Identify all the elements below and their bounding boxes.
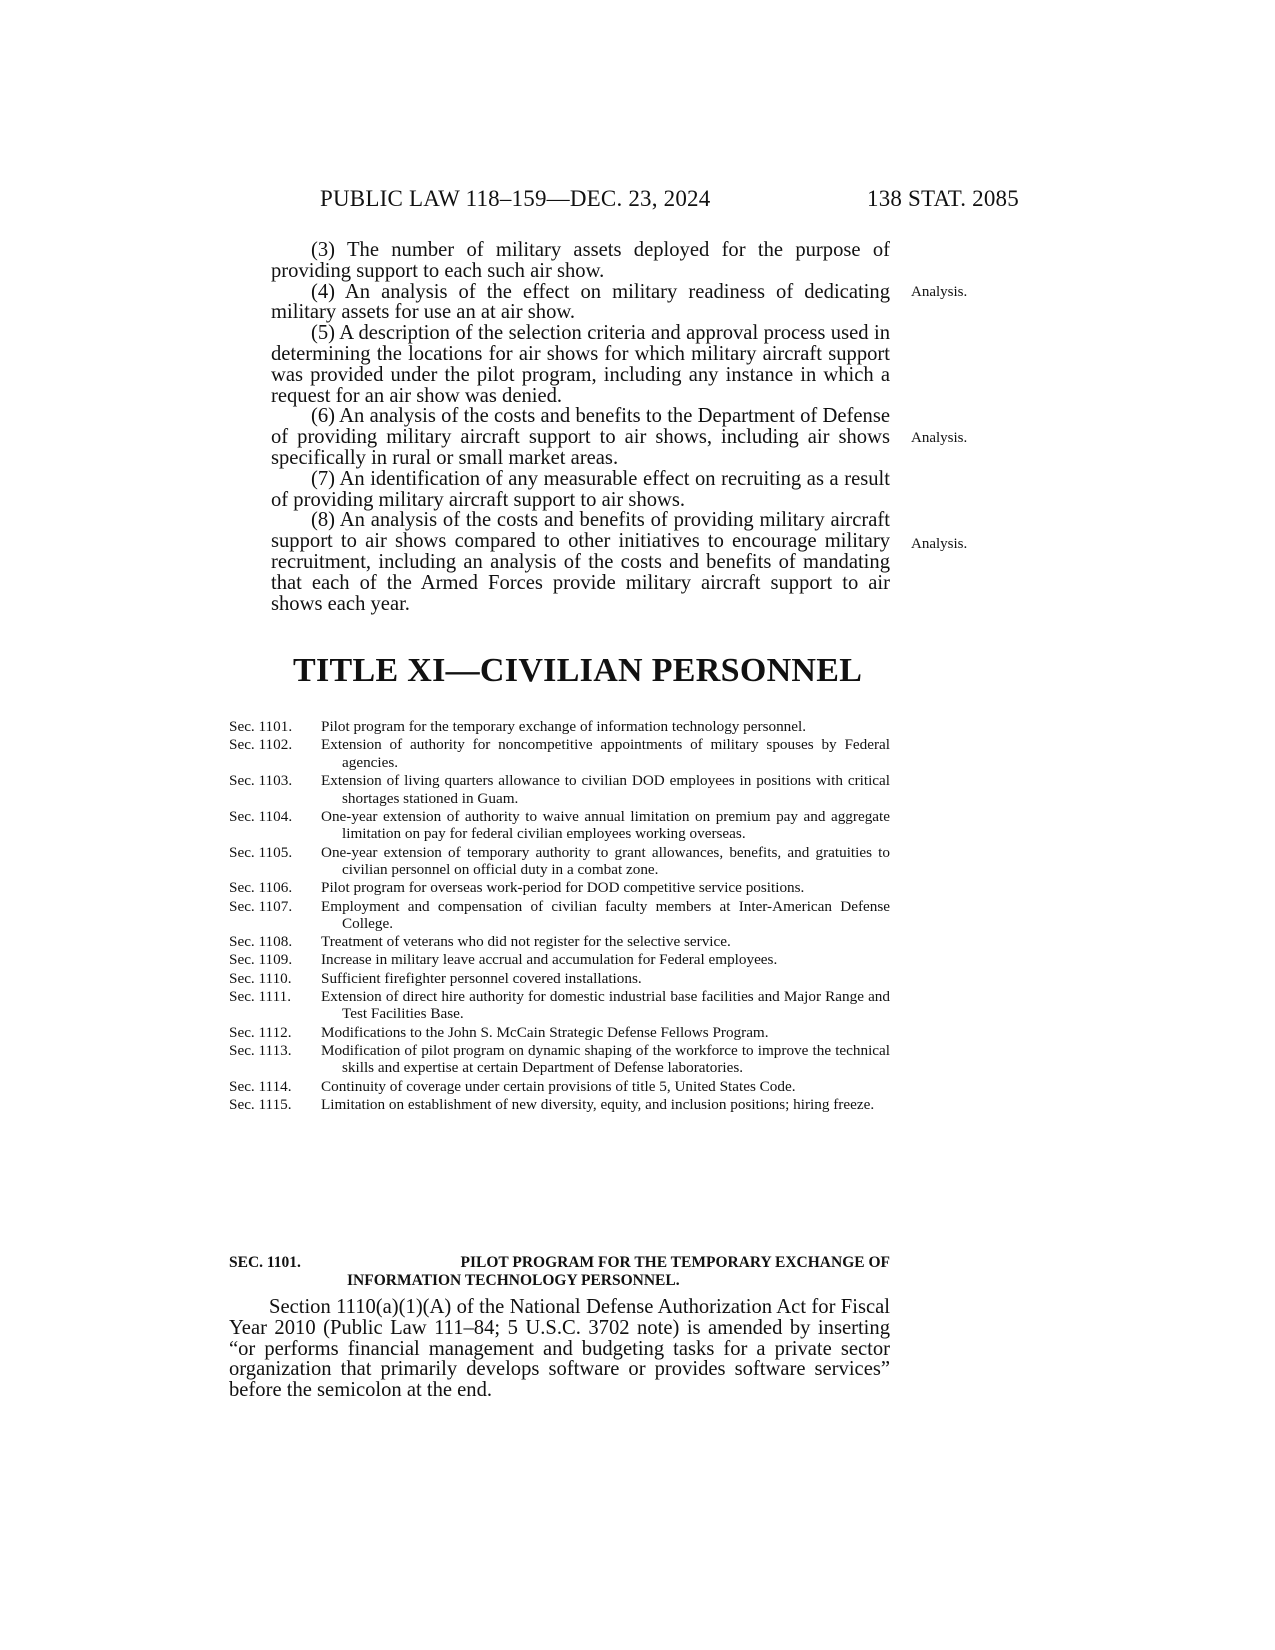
toc-section-number: Sec. 1103. <box>229 771 293 789</box>
toc-section-title: Employment and compensation of civilian faculty members at Inter-American Defense College. <box>321 897 890 933</box>
toc-entry <box>229 988 890 1023</box>
toc-entry <box>229 808 890 843</box>
paragraph-8: (8) An analysis of the costs and benefits of providing military aircraft support to air shows compared to other initiatives to encourage military recruitment, including an analysis of the costs and benefits of mandating that each of the Armed Forces provide military aircraft support to air shows each year. <box>271 509 890 615</box>
body-text <box>271 240 890 614</box>
toc-entry <box>229 951 890 969</box>
toc-section-number: Sec. 1108. <box>229 933 293 951</box>
toc-entry <box>229 933 890 951</box>
toc-section-number: Sec. 1111. <box>229 987 292 1005</box>
toc-section-number: Sec. 1107. <box>229 897 293 915</box>
paragraph-6: (6) An analysis of the costs and benefits to the Department of Defense of providing military aircraft support to air shows, including air shows specifically in rural or small market areas. <box>271 405 890 469</box>
toc-section-title: One-year extension of authority to waive annual limitation on premium pay and aggregate limitation on pay for federal civilian employees working overseas. <box>321 807 890 843</box>
section-heading <box>229 1254 890 1290</box>
table-of-contents <box>229 718 890 1114</box>
toc-section-title: Modification of pilot program on dynamic shaping of the workforce to improve the technical skills and expertise at certain Department of Defense laboratories. <box>321 1041 890 1077</box>
toc-section-number: Sec. 1101. <box>229 718 293 735</box>
toc-entry <box>229 898 890 933</box>
toc-entry <box>229 736 890 771</box>
toc-section-title: Increase in military leave accrual and accumulation for Federal employees. <box>321 951 778 969</box>
toc-entry <box>229 1042 890 1077</box>
margin-note-analysis: Analysis. <box>911 284 968 300</box>
title-heading: TITLE XI—CIVILIAN PERSONNEL <box>293 652 863 689</box>
paragraph-5: (5) A description of the selection criteria and approval process used in determining the locations for air shows for which military aircraft support was provided under the pilot program, including any instance in which a request for an air show was denied. <box>271 322 890 407</box>
section-body <box>229 1297 890 1401</box>
toc-section-title: One-year extension of temporary authority to grant allowances, benefits, and gratuities to civilian personnel on official duty in a combat zone. <box>321 843 890 879</box>
toc-section-title: Limitation on establishment of new diversity, equity, and inclusion positions; hiring freeze. <box>321 1095 875 1113</box>
toc-entry <box>229 1024 890 1042</box>
paragraph-7: (7) An identification of any measurable effect on recruiting as a result of providing military aircraft support to air shows. <box>271 467 890 511</box>
toc-entry <box>229 970 890 988</box>
paragraph-3: (3) The number of military assets deployed for the purpose of providing support to each such air show. <box>271 239 890 282</box>
toc-section-title: Continuity of coverage under certain provisions of title 5, United States Code. <box>321 1077 796 1095</box>
toc-section-title: Extension of authority for noncompetitive appointments of military spouses by Federal agencies. <box>321 736 890 771</box>
toc-entry <box>229 844 890 879</box>
toc-section-number: Sec. 1113. <box>229 1041 292 1059</box>
toc-section-title: Sufficient firefighter personnel covered installations. <box>321 969 642 987</box>
toc-section-number: Sec. 1112. <box>229 1023 292 1041</box>
toc-section-title: Pilot program for overseas work-period for DOD competitive service positions. <box>321 879 805 897</box>
section-heading-line-1: PILOT PROGRAM FOR THE TEMPORARY EXCHANGE OF <box>460 1254 890 1271</box>
paragraph-4: (4) An analysis of the effect on military readiness of dedicating military assets for use an at air show. <box>271 280 890 324</box>
toc-entry <box>229 879 890 897</box>
section-label: SEC. 1101. <box>229 1254 301 1271</box>
margin-note-analysis: Analysis. <box>911 430 968 446</box>
toc-section-number: Sec. 1102. <box>229 736 293 754</box>
toc-section-title: Extension of living quarters allowance to civilian DOD employees in positions with critical shortages stationed in Guam. <box>321 771 890 807</box>
toc-section-number: Sec. 1115. <box>229 1095 292 1113</box>
margin-note-analysis: Analysis. <box>911 536 968 552</box>
toc-section-title: Treatment of veterans who did not register for the selective service. <box>321 933 731 951</box>
toc-entry <box>229 772 890 807</box>
section-paragraph: Section 1110(a)(1)(A) of the National Defense Authorization Act for Fiscal Year 2010 (Public Law 111–84; 5 U.S.C. 3702 note) is amended by inserting “or performs financial management and budgeting tasks for a private sector organization that primarily develops software or provides software services” before the semicolon at the end. <box>229 1296 890 1402</box>
toc-section-number: Sec. 1110. <box>229 969 292 987</box>
section-heading-line-2: INFORMATION TECHNOLOGY PERSONNEL. <box>347 1272 680 1289</box>
toc-section-number: Sec. 1106. <box>229 879 293 897</box>
toc-section-title: Pilot program for the temporary exchange of information technology personnel. <box>321 718 807 735</box>
toc-section-number: Sec. 1104. <box>229 807 293 825</box>
toc-section-title: Modifications to the John S. McCain Strategic Defense Fellows Program. <box>321 1023 769 1041</box>
toc-entry <box>229 718 890 736</box>
toc-section-number: Sec. 1109. <box>229 951 293 969</box>
toc-entry <box>229 1096 890 1114</box>
toc-section-title: Extension of direct hire authority for domestic industrial base facilities and Major Range and Test Facilities Base. <box>321 987 890 1023</box>
page-citation: 138 STAT. 2085 <box>867 186 1019 211</box>
toc-section-number: Sec. 1114. <box>229 1077 292 1095</box>
toc-entry <box>229 1078 890 1096</box>
running-header: PUBLIC LAW 118–159—DEC. 23, 2024 <box>320 186 711 211</box>
toc-section-number: Sec. 1105. <box>229 843 293 861</box>
